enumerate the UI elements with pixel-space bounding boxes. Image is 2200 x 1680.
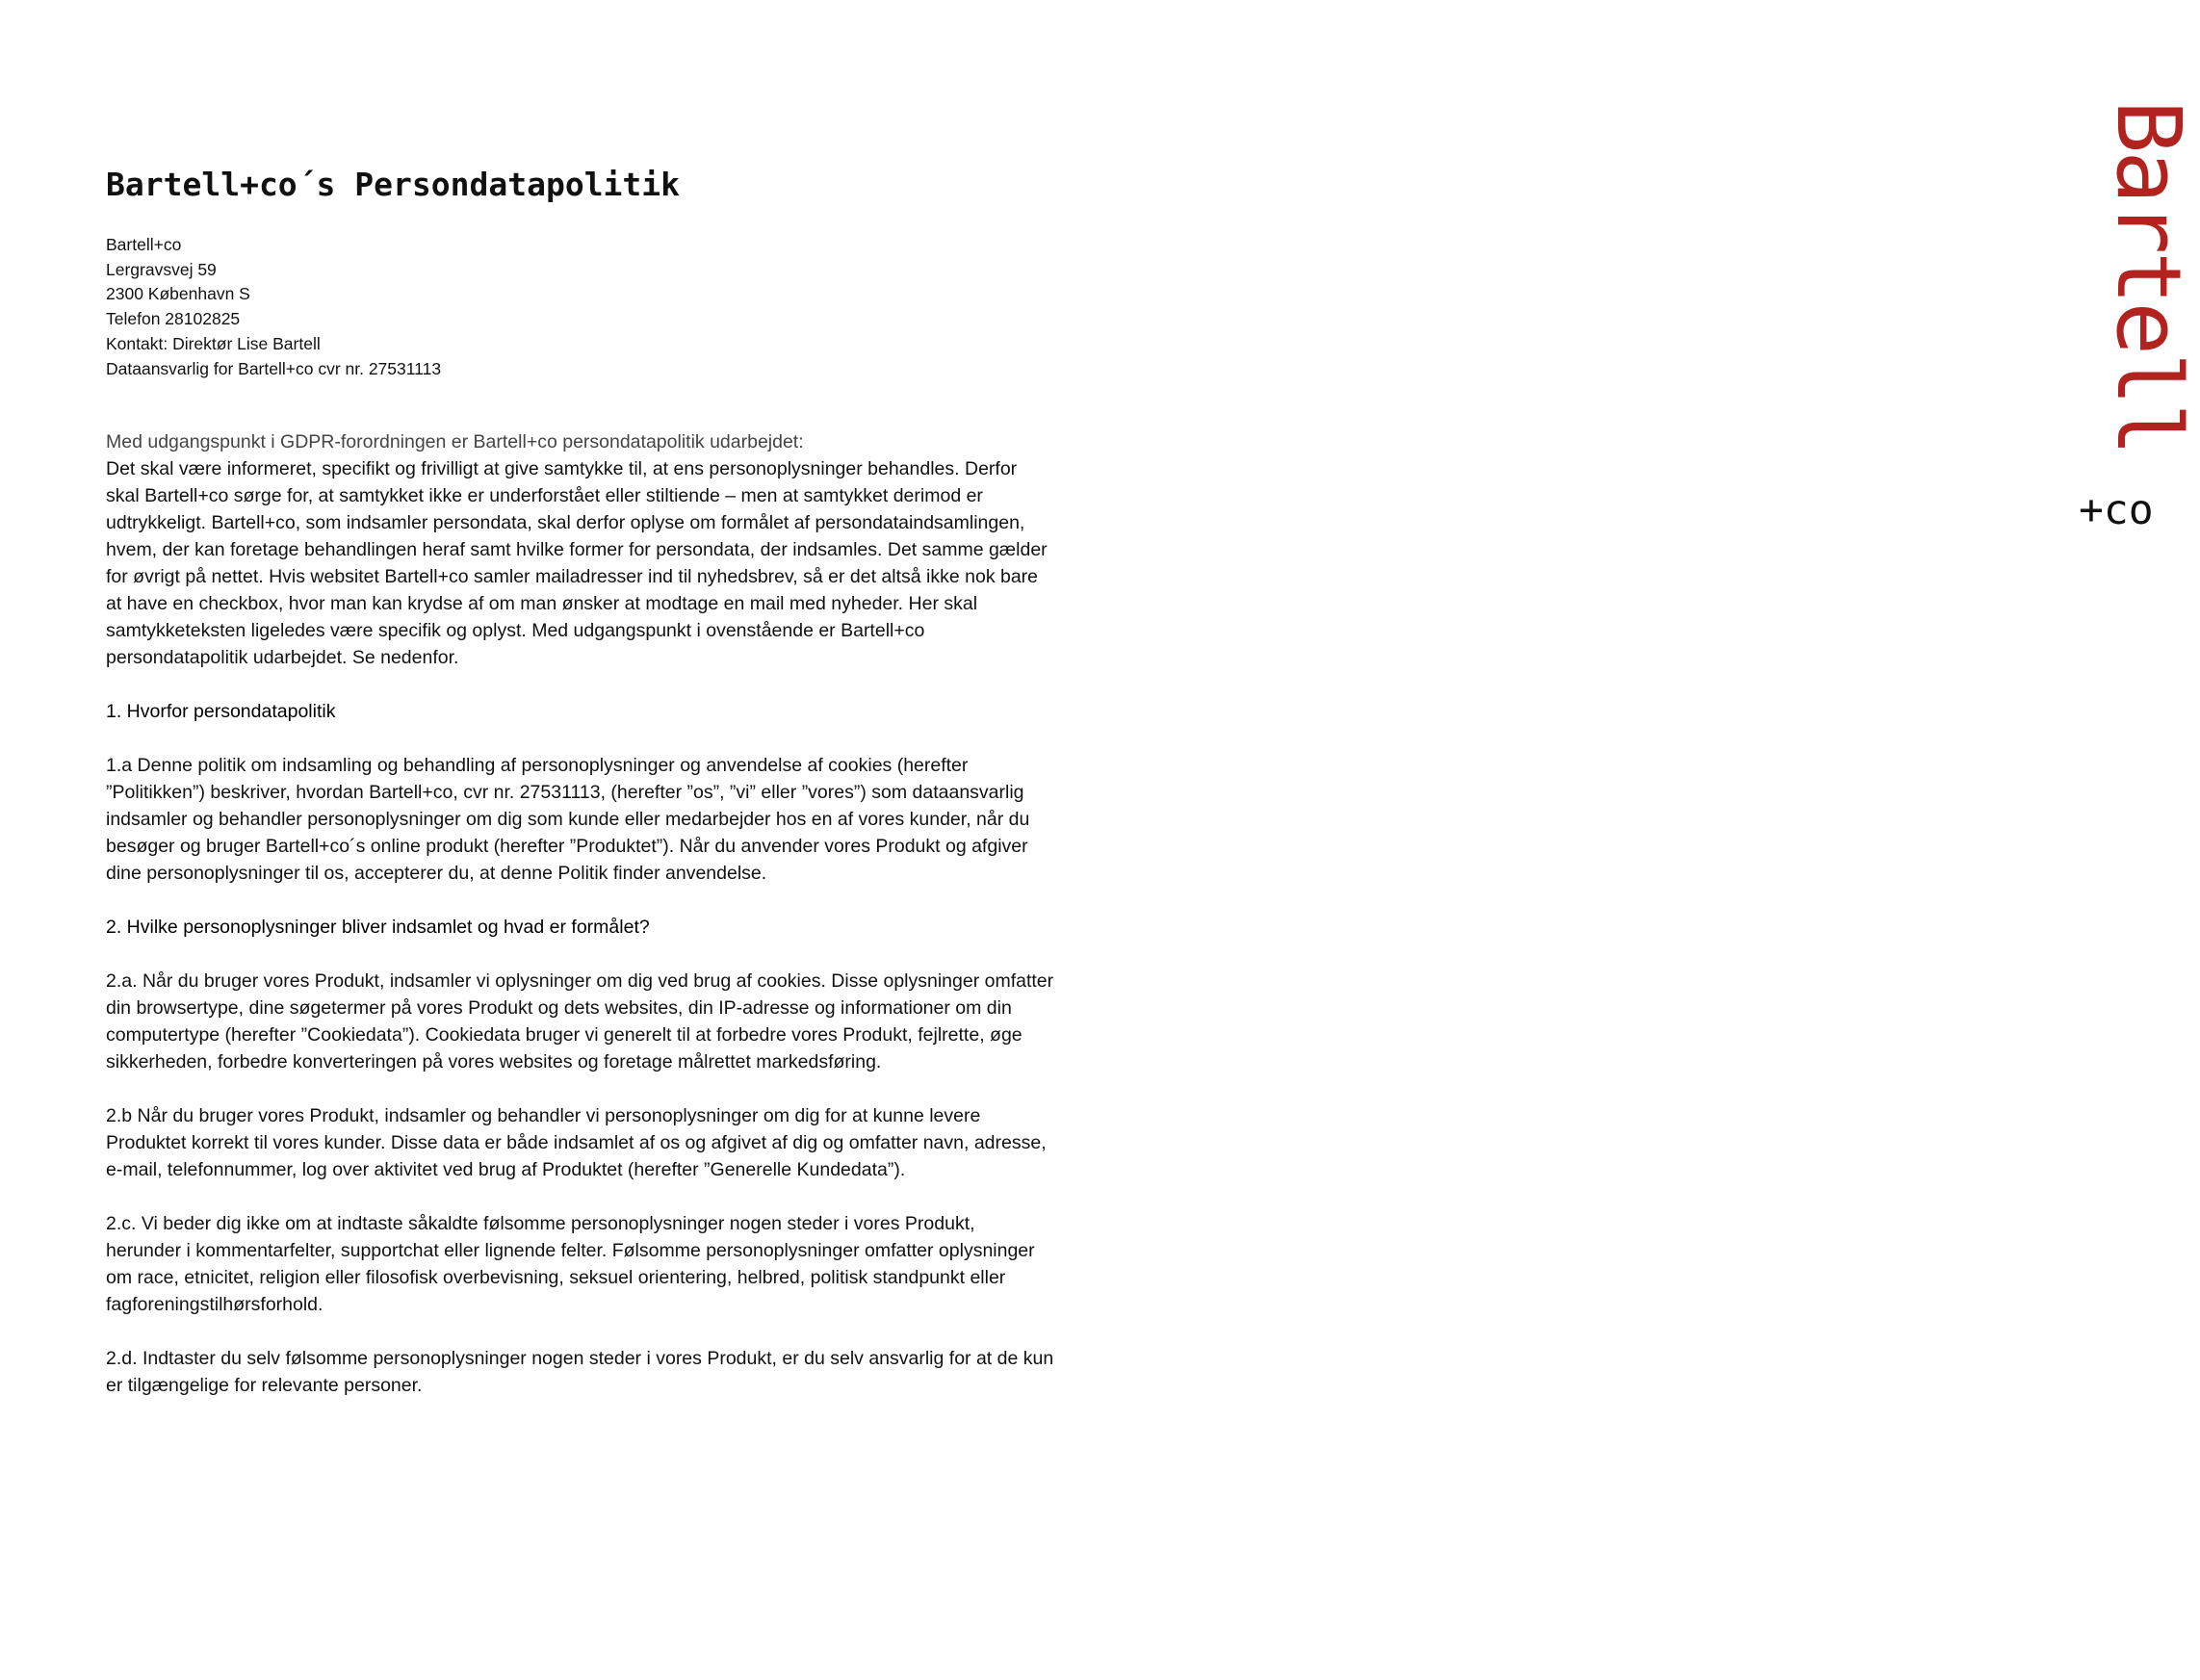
section-1-heading: 1. Hvorfor persondatapolitik (106, 701, 336, 722)
section-2-paragraph-d: 2.d. Indtaster du selv følsomme personoplysninger nogen steder i vores Produkt, er du selv ansvarlig for at de kun er tilgængelige for relevante personer. (106, 1348, 1054, 1396)
intro-lead: Med udgangspunkt i GDPR-forordningen er Bartell+co persondatapolitik udarbejdet: (106, 431, 804, 452)
brand-logo (1040, 50, 2200, 534)
section-2-paragraph-a: 2.a. Når du bruger vores Produkt, indsamler vi oplysninger om dig ved brug af cookies. Disse oplysninger omfatter din browsertype, dine søgetermer på vores Produkt og dets websites, din IP-adresse og informationer om din computertype (herefter ”Cookiedata”). Cookiedata bruger vi generelt til at forbedre vores Produkt, fejlrette, øge sikkerheden, forbedre konverteringen på vores websites og foretage målrettet markedsføring. (106, 970, 1054, 1073)
address-line: Bartell+co (106, 235, 182, 254)
section-2-paragraph-c: 2.c. Vi beder dig ikke om at indtaste såkaldte følsomme personoplysninger nogen steder i vores Produkt, herunder i kommentarfelter, supportchat eller lignende felter. Følsomme personoplysninger omfatter oplysninger om race, etnicitet, religion eller filosofisk overbevisning, seksuel orientering, helbred, politisk standpunkt eller fagforeningstilhørsforhold. (106, 1213, 1035, 1315)
section-2-paragraph-b: 2.b Når du bruger vores Produkt, indsamler og behandler vi personoplysninger om dig for at kunne levere Produktet korrekt til vores kunder. Disse data er både indsamlet af os og afgivet af dig og omfatter navn, adresse, e-mail, telefonnummer, log over aktivitet ved brug af Produktet (herefter ”Generelle Kundedata”). (106, 1105, 1047, 1180)
intro-paragraph (106, 428, 1054, 671)
section-1-paragraph-a: 1.a Denne politik om indsamling og behandling af personoplysninger og anvendelse af cookies (herefter ”Politikken”) beskriver, hvordan Bartell+co, cvr nr. 27531113, (herefter ”os”, ”vi” eller ”vores”) som dataansvarlig indsamler og behandler personoplysninger om dig som kunde eller medarbejder hos en af vores kunder, når du besøger og bruger Bartell+co´s online produkt (herefter ”Produktet”). Når du anvender vores Produkt og afgiver dine personoplysninger til os, accepterer du, at denne Politik finder anvendelse. (106, 755, 1030, 884)
address-line: 2300 København S (106, 284, 250, 304)
address-line: Telefon 28102825 (106, 309, 241, 329)
intro-body: Det skal være informeret, specifikt og frivilligt at give samtykke til, at ens personoplysninger behandles. Derfor skal Bartell+co sørge for, at samtykket ikke er underforstået eller stiltiende – men at samtykket derimod er udtrykkeligt. Bartell+co, som indsamler persondata, skal derfor oplyse om formålet af persondataindsamlingen, hvem, der kan foretage behandlingen heraf samt hvilke former for persondata, der indsamles. Det samme gælder for øvrigt på nettet. Hvis websitet Bartell+co samler mailadresser ind til nyhedsbrev, så er det altså ikke nok bare at have en checkbox, hvor man kan krydse af om man ønsker at modtage en mail med nyheder. Her skal samtykketeksten ligeledes være specifik og oplyst. Med udgangspunkt i ovenstående er Bartell+co persondatapolitik udarbejdet. Se nedenfor. (106, 458, 1048, 668)
logo-suffix: +co (2079, 486, 2154, 534)
address-line: Lergravsvej 59 (106, 259, 217, 279)
address-line: Kontakt: Direktør Lise Bartell (106, 333, 321, 353)
page-title: Bartell+co´s Persondatapolitik (106, 166, 681, 203)
document-body (106, 428, 1054, 1426)
section-2-heading: 2. Hvilke personoplysninger bliver indsamlet og hvad er formålet? (106, 917, 650, 938)
logo-wordmark: Bartell (2097, 100, 2200, 453)
address-line: Dataansvarlig for Bartell+co cvr nr. 27531113 (106, 358, 442, 378)
company-address-block (106, 233, 441, 381)
